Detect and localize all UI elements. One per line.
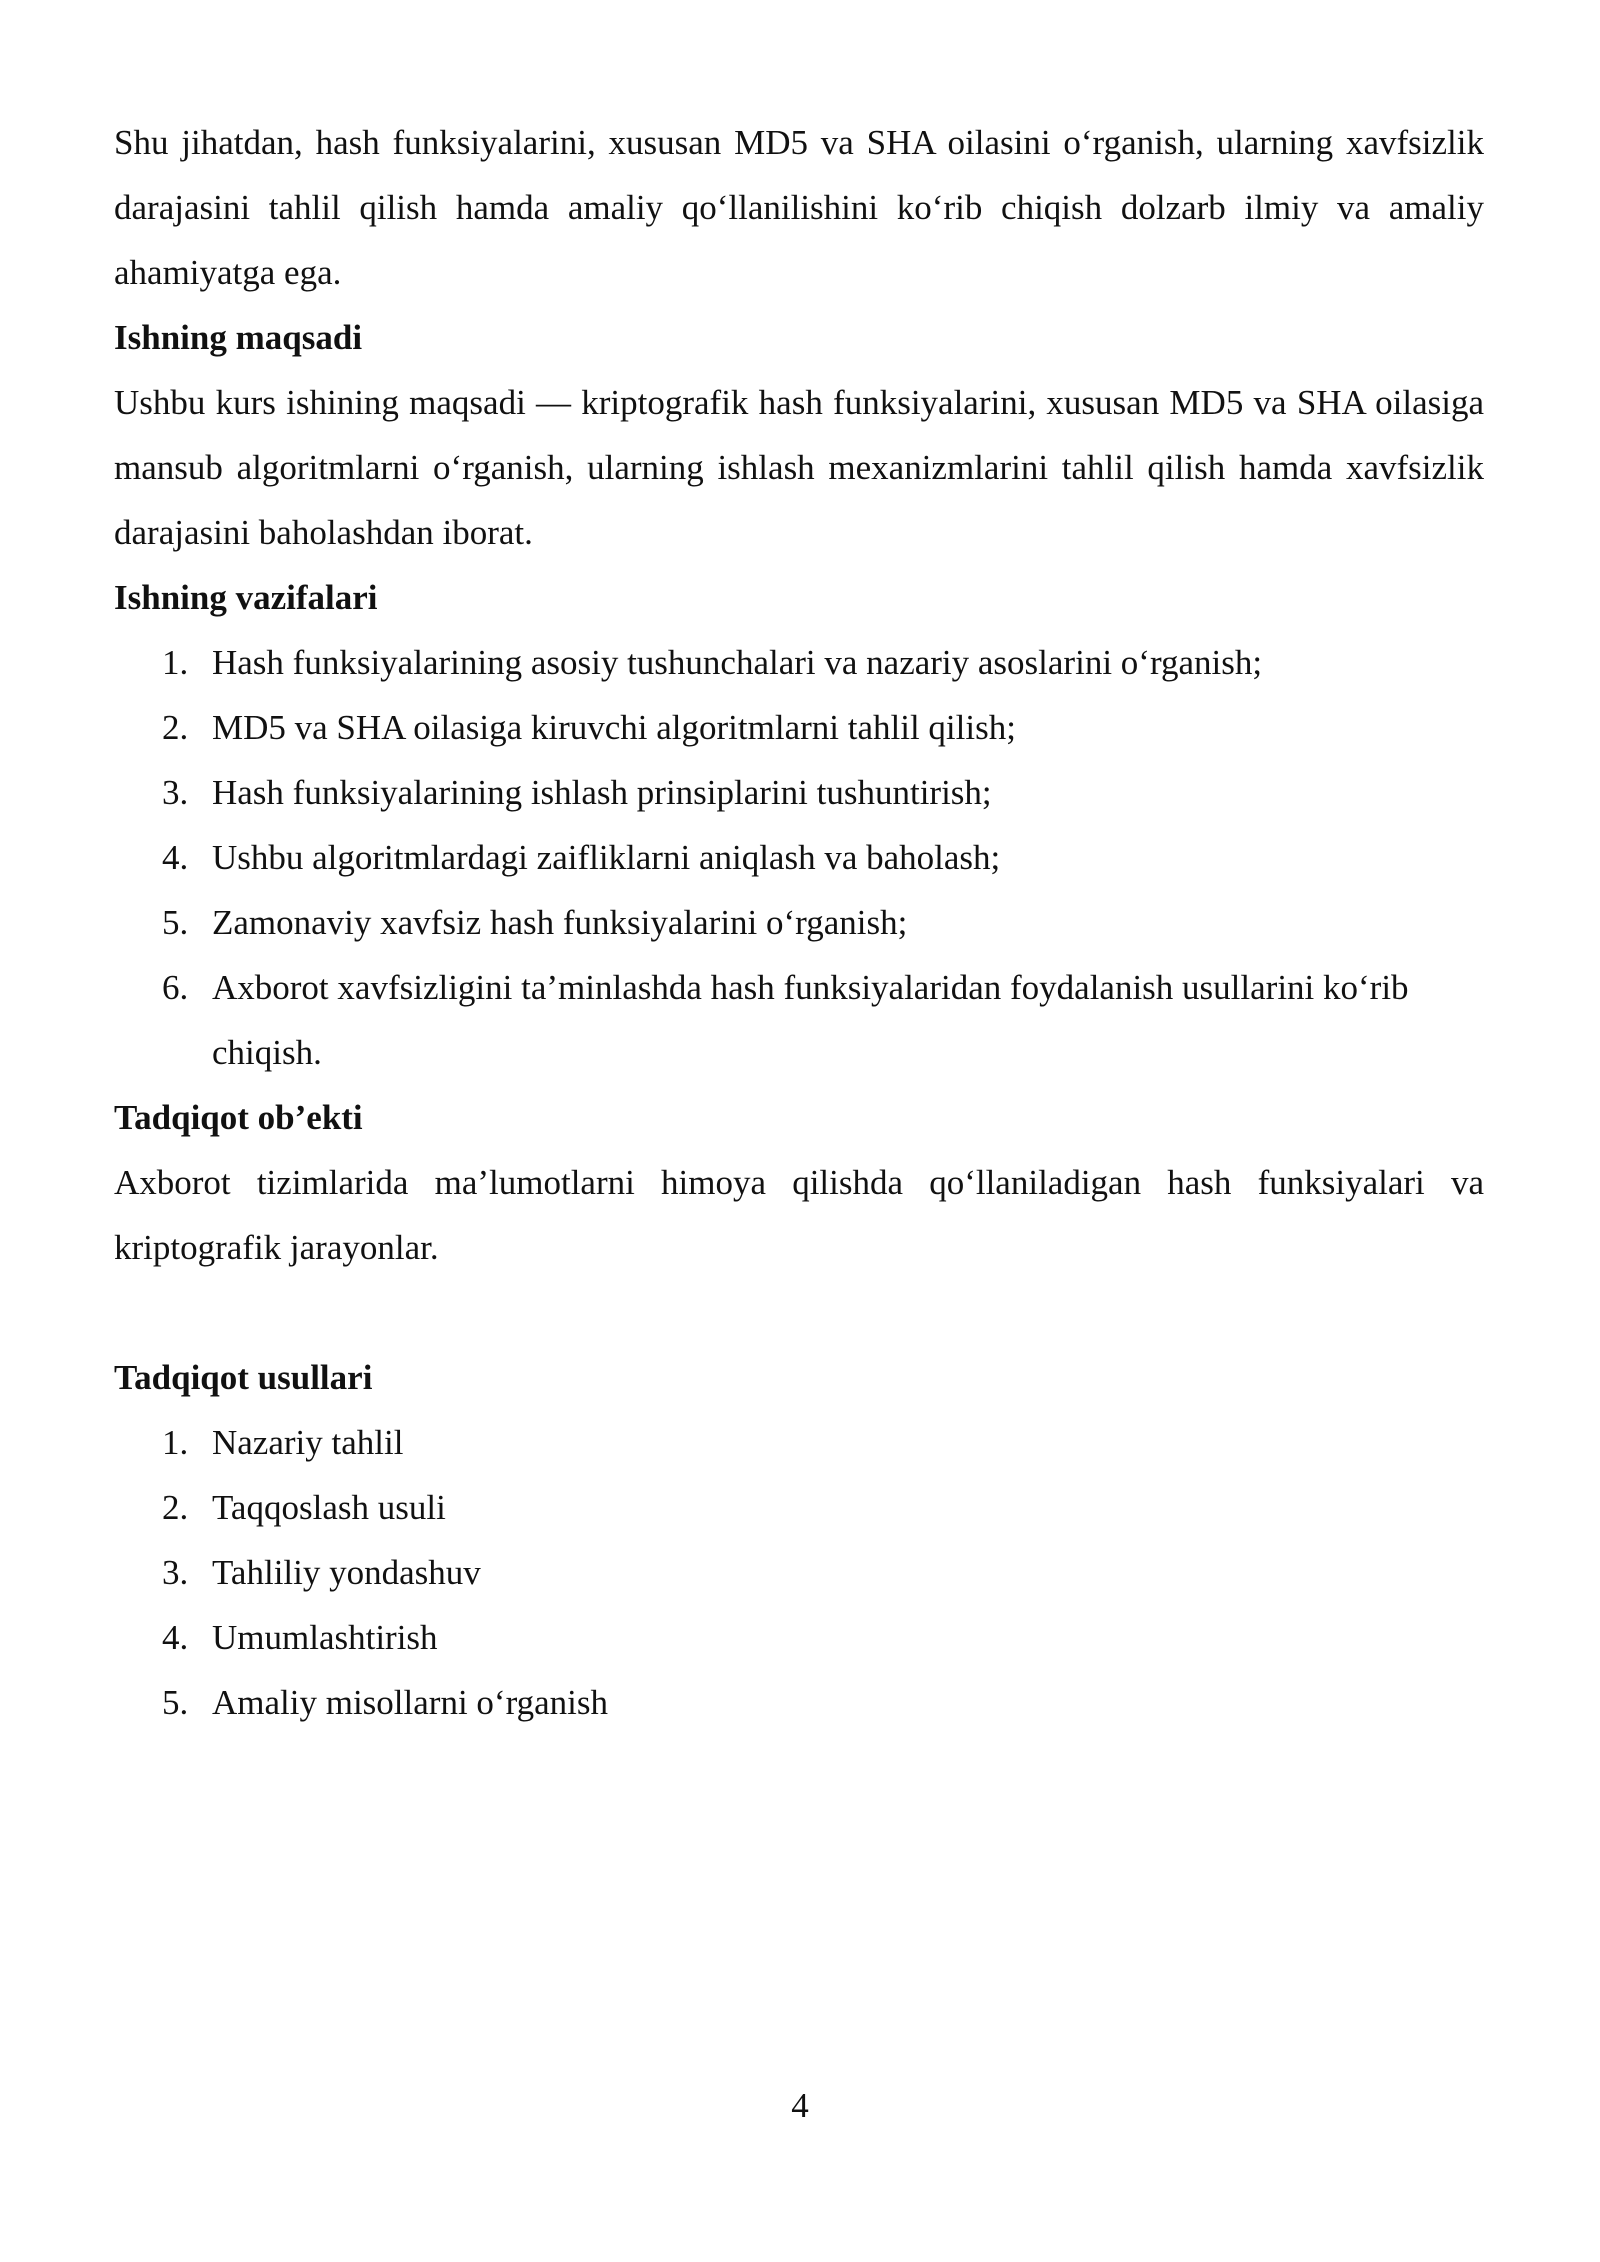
list-item-text: Taqqoslash usuli xyxy=(212,1488,446,1527)
list-item-number: 5. xyxy=(162,903,189,942)
list-item xyxy=(114,1605,1484,1670)
page-number: 4 xyxy=(791,2086,809,2125)
list-item-text: Hash funksiyalarining ishlash prinsiplarini tushuntirish; xyxy=(212,773,992,812)
list-item xyxy=(114,890,1484,955)
list-item xyxy=(114,1410,1484,1475)
list-item xyxy=(114,630,1484,695)
tasks-list xyxy=(114,630,1484,1085)
list-item-text: Ushbu algoritmlardagi zaifliklarni aniqlash va baholash; xyxy=(212,838,1001,877)
list-item xyxy=(114,825,1484,890)
list-item-text: Axborot xavfsizligini ta’minlashda hash funksiyalaridan foydalanish usullarini ko‘rib chiqish. xyxy=(212,968,1409,1072)
list-item-number: 3. xyxy=(162,1553,189,1592)
blank-line xyxy=(114,1280,1484,1345)
list-item-text: Zamonaviy xavfsiz hash funksiyalarini o‘rganish; xyxy=(212,903,908,942)
list-item xyxy=(114,760,1484,825)
list-item xyxy=(114,1540,1484,1605)
list-item-text: Nazariy tahlil xyxy=(212,1423,404,1462)
list-item-text: Amaliy misollarni o‘rganish xyxy=(212,1683,608,1722)
intro-paragraph: Shu jihatdan, hash funksiyalarini, xususan MD5 va SHA oilasini o‘rganish, ularning xavfsizlik darajasini tahlil qilish hamda amaliy qo‘llanilishini ko‘rib chiqish dolzarb ilmiy va amaliy ahamiyatga ega. xyxy=(114,123,1484,292)
list-item-text: Tahliliy yondashuv xyxy=(212,1553,481,1592)
list-item-number: 4. xyxy=(162,1618,189,1657)
list-item-number: 4. xyxy=(162,838,189,877)
document-page xyxy=(114,110,1484,1735)
list-item-number: 1. xyxy=(162,643,189,682)
methods-list xyxy=(114,1410,1484,1735)
object-paragraph: Axborot tizimlarida ma’lumotlarni himoya qilishda qo‘llaniladigan hash funksiyalari va kriptografik jarayonlar. xyxy=(114,1163,1484,1267)
list-item xyxy=(114,955,1484,1085)
list-item-number: 3. xyxy=(162,773,189,812)
list-item xyxy=(114,1475,1484,1540)
object-heading: Tadqiqot ob’ekti xyxy=(114,1098,363,1137)
list-item-number: 1. xyxy=(162,1423,189,1462)
methods-heading: Tadqiqot usullari xyxy=(114,1358,373,1397)
list-item-number: 2. xyxy=(162,1488,189,1527)
goal-heading: Ishning maqsadi xyxy=(114,318,363,357)
goal-paragraph: Ushbu kurs ishining maqsadi — kriptografik hash funksiyalarini, xususan MD5 va SHA oilasiga mansub algoritmlarni o‘rganish, ularning ishlash mexanizmlarini tahlil qilish hamda xavfsizlik darajasini baholashdan iborat. xyxy=(114,383,1484,552)
list-item-text: Umumlashtirish xyxy=(212,1618,438,1657)
list-item-text: MD5 va SHA oilasiga kiruvchi algoritmlarni tahlil qilish; xyxy=(212,708,1016,747)
list-item-number: 2. xyxy=(162,708,189,747)
list-item-number: 5. xyxy=(162,1683,189,1722)
list-item-number: 6. xyxy=(162,968,189,1007)
list-item-text: Hash funksiyalarining asosiy tushunchalari va nazariy asoslarini o‘rganish; xyxy=(212,643,1263,682)
list-item xyxy=(114,1670,1484,1735)
tasks-heading: Ishning vazifalari xyxy=(114,578,378,617)
list-item xyxy=(114,695,1484,760)
